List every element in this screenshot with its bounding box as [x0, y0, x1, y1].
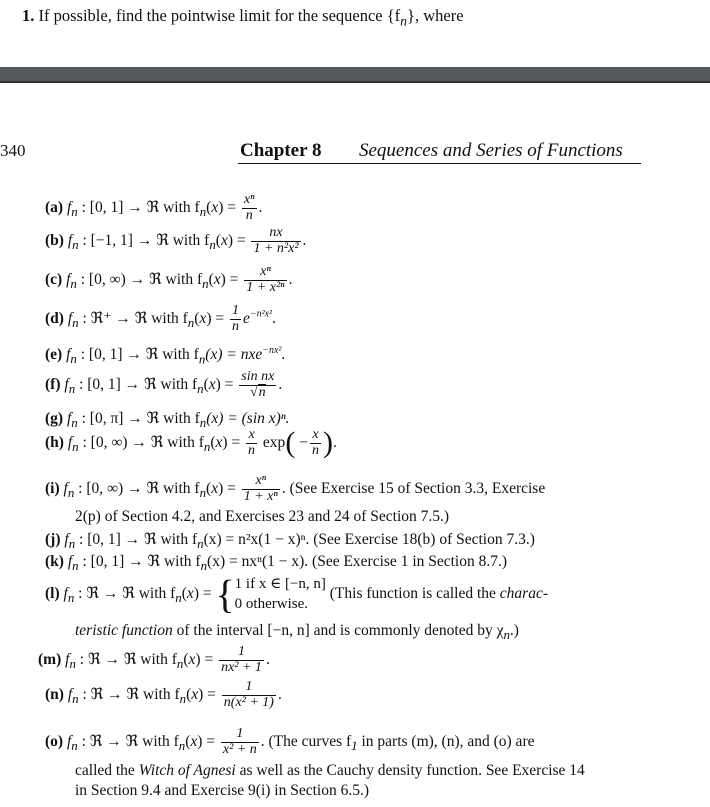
- exercise-item-i: (i) $f_n$ : [0, ∞) → ℜ with $f_n(x)$ = $\frac{\text{xⁿ}}{\text{1 + xⁿ}}$ . (See Exercise 15 of Section 3.3, Exercise: [45, 473, 546, 504]
- item-label: (e): [45, 346, 63, 364]
- item-domain: [−1, 1] → ℜ with f: [90, 231, 210, 249]
- item-domain: ℜ → ℜ with f: [89, 732, 179, 750]
- fraction: $\frac{\text{xⁿ}}{n}$: [243, 192, 255, 223]
- exercise-item-h: (h) $f_n$ : [0, ∞) → ℜ with $f_n(x)$ = $\frac{x}{n}$ exp( − $\frac{x}{n}$ ).: [45, 426, 337, 460]
- item-label: (m): [38, 650, 62, 668]
- question-text: If possible, find the pointwise limit for the sequence {f: [38, 6, 401, 25]
- item-label: (a): [45, 198, 64, 216]
- item-label: (i): [45, 479, 60, 497]
- item-label: (d): [45, 309, 64, 327]
- exercise-item-o: (o) $f_n$ : ℜ → ℜ with $f_n(x)$ = $\frac{1}{\text{x² + n}}$ . (The curves $f_1$ in parts (m), (n), and (o) are: [45, 726, 535, 757]
- item-label: (b): [45, 231, 64, 249]
- question-number: 1.: [22, 6, 35, 25]
- fraction: $\frac{\text{xⁿ}}{\text{1 + x²ⁿ}}$: [246, 264, 285, 295]
- question-suffix: }, where: [407, 6, 464, 25]
- item-domain: [0, ∞) → ℜ with f: [90, 433, 204, 451]
- exercise-item-l: (l) $f_n$ : ℜ → ℜ with $f_n(x) = \{1$ if x ∈ [−n, n] 0 otherwise. (This function is called the charac-: [45, 571, 548, 617]
- chapter-title: Sequences and Series of Functions: [359, 140, 623, 161]
- exercise-item-o-continued: called the Witch of Agnesi as well as the Cauchy density function. See Exercise 14: [75, 762, 585, 779]
- item-label: (o): [45, 732, 64, 750]
- fraction: $\frac{1}{\text{x² + n}}$: [222, 726, 257, 757]
- item-label: (k): [45, 553, 64, 570]
- exercise-item-k: (k) $f_n$ : [0, 1] → ℜ with $f_n(x) = nx^n(1 - x)$. (See Exercise 1 in Section 8.7.): [45, 553, 508, 574]
- exercise-item-e: (e) $f_n$ : [0, 1] → ℜ with $f_n(x) = nxe^{-nx^2}$.: [45, 345, 286, 367]
- header-rule: [238, 163, 641, 164]
- page-separator-bar: [0, 67, 710, 83]
- item-domain: [0, 1] → ℜ with f: [87, 375, 198, 393]
- item-domain: ℜ⁺ → ℜ with f: [90, 309, 188, 327]
- exercise-item-c: (c) $f_n$ : [0, ∞) → ℜ with $f_n(x)$ = $\frac{\text{xⁿ}}{\text{1 + x²ⁿ}}$ .: [45, 264, 293, 295]
- item-label: (h): [45, 433, 64, 451]
- exercise-item-j: (j) $f_n$ : [0, 1] → ℜ with $f_n(x) = n^2x(1 - x)^n$. (See Exercise 18(b) of Section 7.3.): [45, 531, 535, 552]
- exercise-item-n: (n) $f_n$ : ℜ → ℜ with $f_n(x)$ = $\frac{1}{\text{n(x² + 1)}}$ .: [45, 679, 282, 710]
- fraction: $\frac{x}{n}$: [248, 427, 256, 458]
- item-label: (l): [45, 584, 60, 602]
- item-domain: ℜ → ℜ with f: [90, 685, 180, 703]
- fraction: $\frac{1}{\text{n(x² + 1)}}$: [223, 679, 274, 710]
- question-line: 1. If possible, find the pointwise limit for the sequence $\{f_n\}$, where: [22, 6, 464, 29]
- item-domain: [0, 1] → ℜ with f: [89, 198, 200, 216]
- item-label: (f): [45, 375, 61, 393]
- item-domain: [0, ∞) → ℜ with f: [86, 479, 200, 497]
- item-label: (g): [45, 410, 64, 427]
- item-label: (j): [45, 531, 61, 548]
- item-domain: [0, ∞) → ℜ with f: [88, 270, 203, 288]
- fraction: $\frac{nx}{\text{1 + n²x²}}$: [253, 225, 299, 256]
- exercise-item-i-continued: 2(p) of Section 4.2, and Exercises 23 and 24 of Section 7.5.): [75, 508, 450, 525]
- fraction: $\frac{1}{\text{nx² + 1}}$: [221, 644, 262, 675]
- fraction: $\frac{\text{xⁿ}}{\text{1 + xⁿ}}$: [243, 473, 278, 504]
- exercise-item-m: (m) $f_n$ : ℜ → ℜ with $f_n(x)$ = $\frac{1}{\text{nx² + 1}}$ .: [38, 644, 270, 675]
- exercise-item-f: (f) $f_n$ : [0, 1] → ℜ with $f_n(x)$ = $\frac{\text{sin nx}}{√n}$ .: [45, 369, 283, 400]
- fraction: $\frac{\text{sin nx}}{√n}$: [241, 369, 275, 400]
- exercise-item-a: (a) $f_n$ : [0, 1] → ℜ with $f_n(x)$ = $\frac{\text{xⁿ}}{n}$ .: [45, 192, 263, 223]
- exercise-item-d: (d) $f_n$ : ℜ⁺ → ℜ with $f_n(x)$ = $\frac{1}{n}$ $e^{-n^2x^2}$.: [45, 303, 276, 334]
- item-domain: ℜ → ℜ with f: [87, 650, 177, 668]
- exercise-item-b: (b) $f_n$ : [−1, 1] → ℜ with $f_n(x)$ = $\frac{nx}{\text{1 + n²x²}}$ .: [45, 225, 307, 256]
- exercise-item-o-continued-2: in Section 9.4 and Exercise 9(i) in Section 6.5.): [75, 782, 370, 799]
- fraction: $\frac{1}{n}$: [231, 303, 239, 334]
- exercise-item-l-continued: teristic function of the interval [−n, n] and is commonly denoted by $\chi_n$.): [75, 622, 519, 643]
- chapter-label: Chapter 8: [240, 140, 322, 161]
- item-label: (c): [45, 270, 63, 288]
- item-label: (n): [45, 685, 64, 703]
- page-number: 340: [0, 141, 26, 160]
- exercise-item-g: (g) $f_n$ : [0, π] → ℜ with $f_n(x) = (\sin$ x)ⁿ.: [45, 410, 290, 431]
